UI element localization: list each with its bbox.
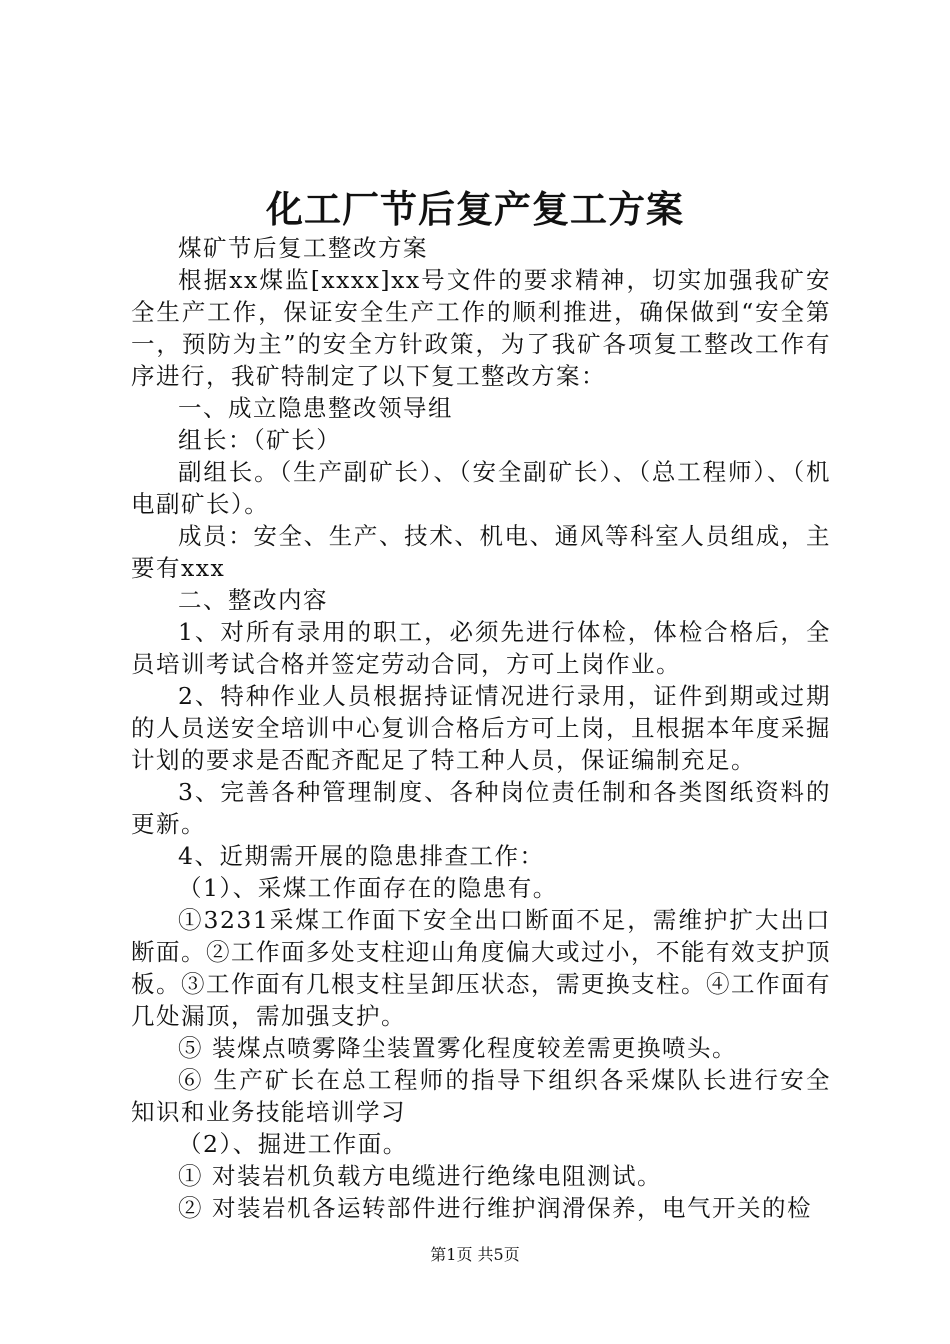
paragraph-item-2: 2、特种作业人员根据持证情况进行录用，证件到期或过期的人员送安全培训中心复训合格后方可上岗，且根据本年度采掘计划的要求是否配齐配足了特工种人员，保证编制充足。 bbox=[131, 682, 831, 774]
document-body bbox=[131, 232, 831, 1224]
document-title: 化工厂节后复产复工方案 bbox=[266, 187, 684, 231]
page-number-footer: 第1页 共5页 bbox=[430, 1245, 520, 1264]
paragraph-section-one-heading: 一、成立隐患整改领导组 bbox=[178, 394, 453, 422]
paragraph-section-two-heading: 二、整改内容 bbox=[178, 586, 328, 614]
paragraph-mining-face-hazards: ①3231采煤工作面下安全出口断面不足，需维护扩大出口断面。②工作面多处支柱迎山角度偏大或过小，不能有效支护顶板。③工作面有几根支柱呈卸压状态，需更换支柱。④工作面有几处漏顶，需加强支护。 bbox=[131, 906, 831, 1030]
paragraph-subtitle: 煤矿节后复工整改方案 bbox=[178, 234, 428, 262]
paragraph-members: 成员：安全、生产、技术、机电、通风等科室人员组成，主要有xxx bbox=[131, 522, 831, 582]
paragraph-item-3: 3、完善各种管理制度、各种岗位责任制和各类图纸资料的更新。 bbox=[131, 778, 831, 838]
paragraph-item-1: 1、对所有录用的职工，必须先进行体检，体检合格后，全员培训考试合格并签定劳动合同，方可上岗作业。 bbox=[131, 618, 831, 678]
paragraph-item-4: 4、近期需开展的隐患排查工作： bbox=[178, 842, 545, 870]
paragraph-deputy-leaders: 副组长。（生产副矿长）、（安全副矿长）、（总工程师）、（机电副矿长）。 bbox=[131, 458, 831, 518]
paragraph-heading-item-2: ② 对装岩机各运转部件进行维护润滑保养，电气开关的检 bbox=[178, 1194, 812, 1222]
paragraph-heading-item-1: ① 对装岩机负载方电缆进行绝缘电阻测试。 bbox=[178, 1162, 662, 1190]
paragraph-hazard-5: ⑤ 装煤点喷雾降尘装置雾化程度较差需更换喷头。 bbox=[178, 1034, 737, 1062]
paragraph-subitem-mining-face: （1）、采煤工作面存在的隐患有。 bbox=[178, 874, 558, 902]
paragraph-subitem-heading-face: （2）、掘进工作面。 bbox=[178, 1130, 408, 1158]
paragraph-hazard-6: ⑥ 生产矿长在总工程师的指导下组织各采煤队长进行安全知识和业务技能培训学习 bbox=[131, 1066, 831, 1126]
paragraph-intro: 根据xx煤监[xxxx]xx号文件的要求精神，切实加强我矿安全生产工作，保证安全生产工作的顺利推进，确保做到“安全第一，预防为主”的安全方针政策，为了我矿各项复工整改工作有序进行，我矿特制定了以下复工整改方案： bbox=[131, 266, 831, 390]
paragraph-leader: 组长：（矿长） bbox=[178, 426, 342, 454]
